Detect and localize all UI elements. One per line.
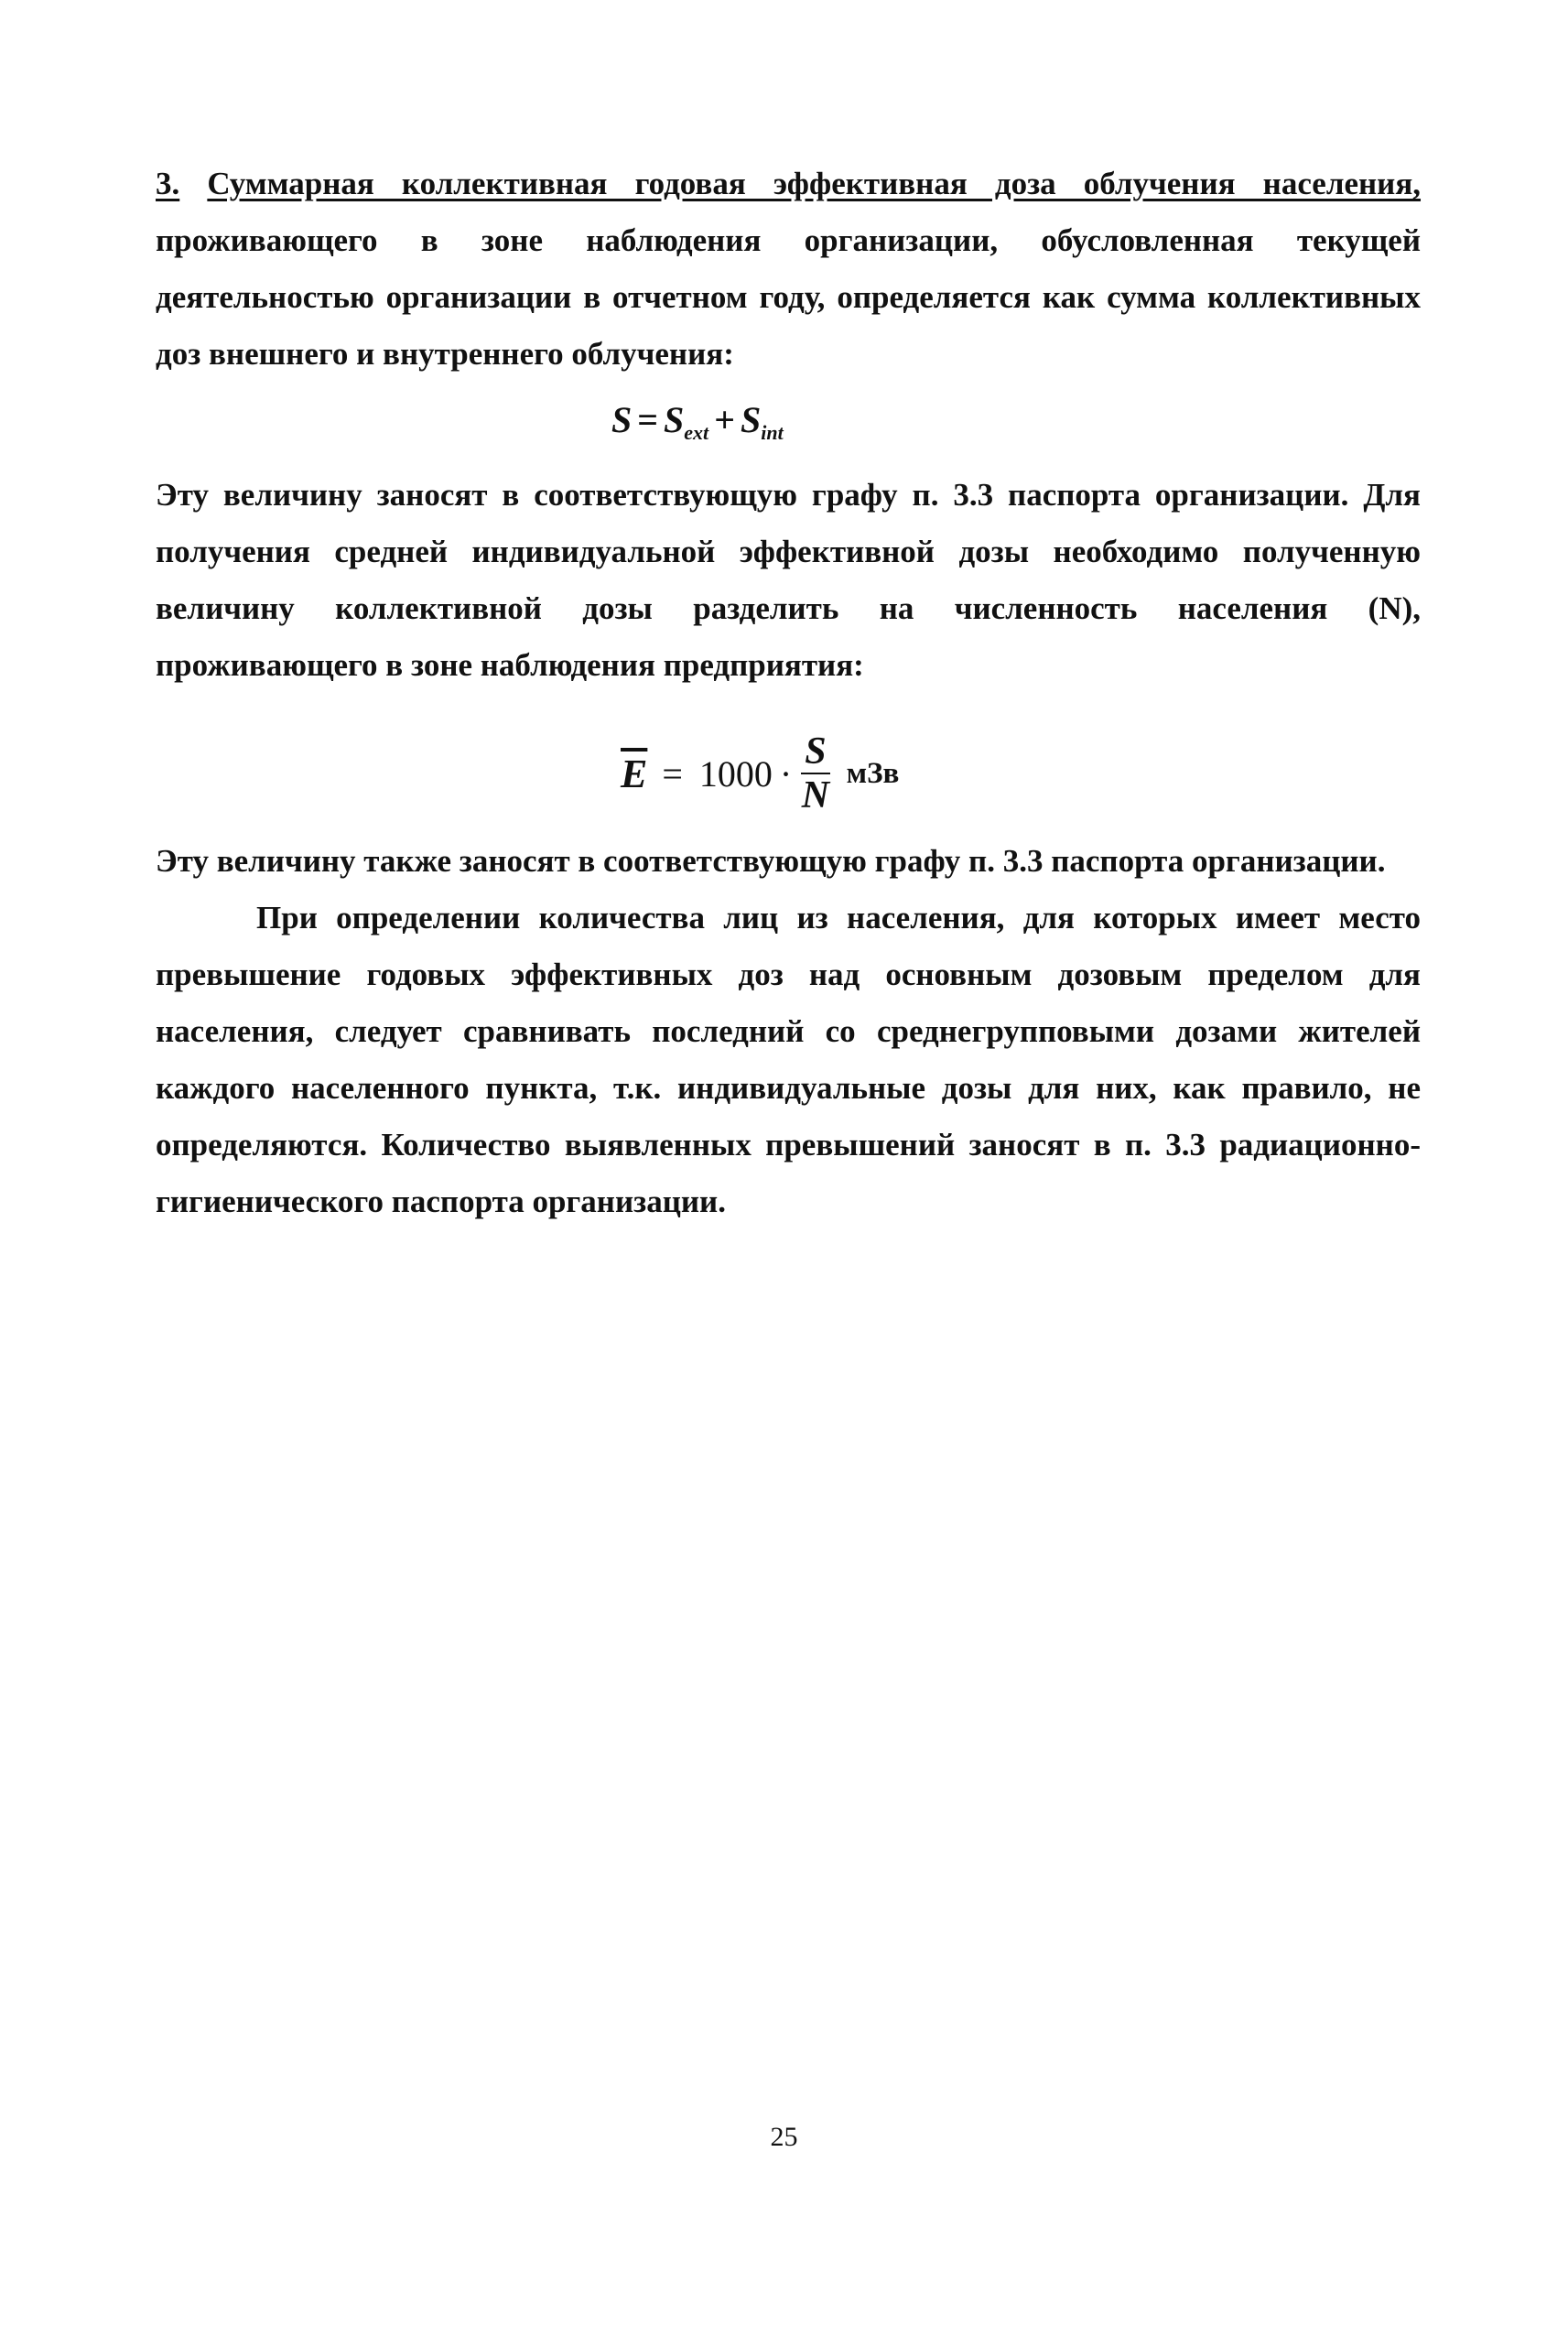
formula-term-ext: S [664, 399, 685, 440]
formula2-numerator: S [801, 730, 829, 774]
formula-sub-ext: ext [684, 421, 709, 444]
paragraph-average-dose-text: Эту величину заносят в соответствующую графу п. 3.3 паспорта организации. Для получения средней индивидуальной эффективной дозы необходимо полученную величину коллективной дозы разделить на численность населения (N), проживающего в зоне наблюдения предприятия: [156, 477, 1421, 683]
section-number: 3. [156, 166, 180, 201]
formula2-dot: · [779, 752, 793, 795]
formula-plus: + [714, 399, 735, 440]
paragraph-exceedances [156, 890, 1421, 1230]
formula2-fraction [801, 730, 829, 816]
section-heading: Суммарная коллективная годовая эффективная доза облучения населения, [207, 166, 1422, 201]
formula2-unit: мЗв [846, 756, 900, 790]
formula-sub-int: int [761, 421, 784, 444]
formula2-lhs: $\overline{E}$ [621, 751, 648, 796]
paragraph-section-3 [156, 156, 1421, 383]
formula-term-int: S [740, 399, 762, 440]
formula2-denominator: N [801, 774, 830, 816]
page-number: 25 [770, 2122, 798, 2152]
formula-lhs: S [611, 399, 633, 440]
formula-collective-dose [611, 398, 784, 445]
paragraph-also-recorded [156, 833, 1421, 890]
paragraph-exceedances-text: При определении количества лиц из населения, для которых имеет место превышение годовых эффективных доз над основным дозовым пределом для населения, следует сравнивать последний со среднегрупповыми дозами жителей каждого населенного пункта, т.к. индивидуальные дозы для них, как правило, не определяются. Количество выявленных превышений заносят в п. 3.3 радиационно-гигиенического паспорта организации. [156, 900, 1421, 1219]
paragraph-average-dose [156, 467, 1421, 694]
formula-equals: = [637, 399, 659, 440]
formula-average-dose [621, 723, 899, 824]
formula2-factor: 1000 [698, 752, 773, 795]
formula2-equals: = [662, 752, 683, 795]
section-body: проживающего в зоне наблюдения организации, обусловленная текущей деятельностью организации в отчетном году, определяется как сумма коллективных доз внешнего и внутреннего облучения: [156, 222, 1421, 372]
paragraph-also-recorded-text: Эту величину также заносят в соответствующую графу п. 3.3 паспорта организации. [156, 843, 1386, 879]
